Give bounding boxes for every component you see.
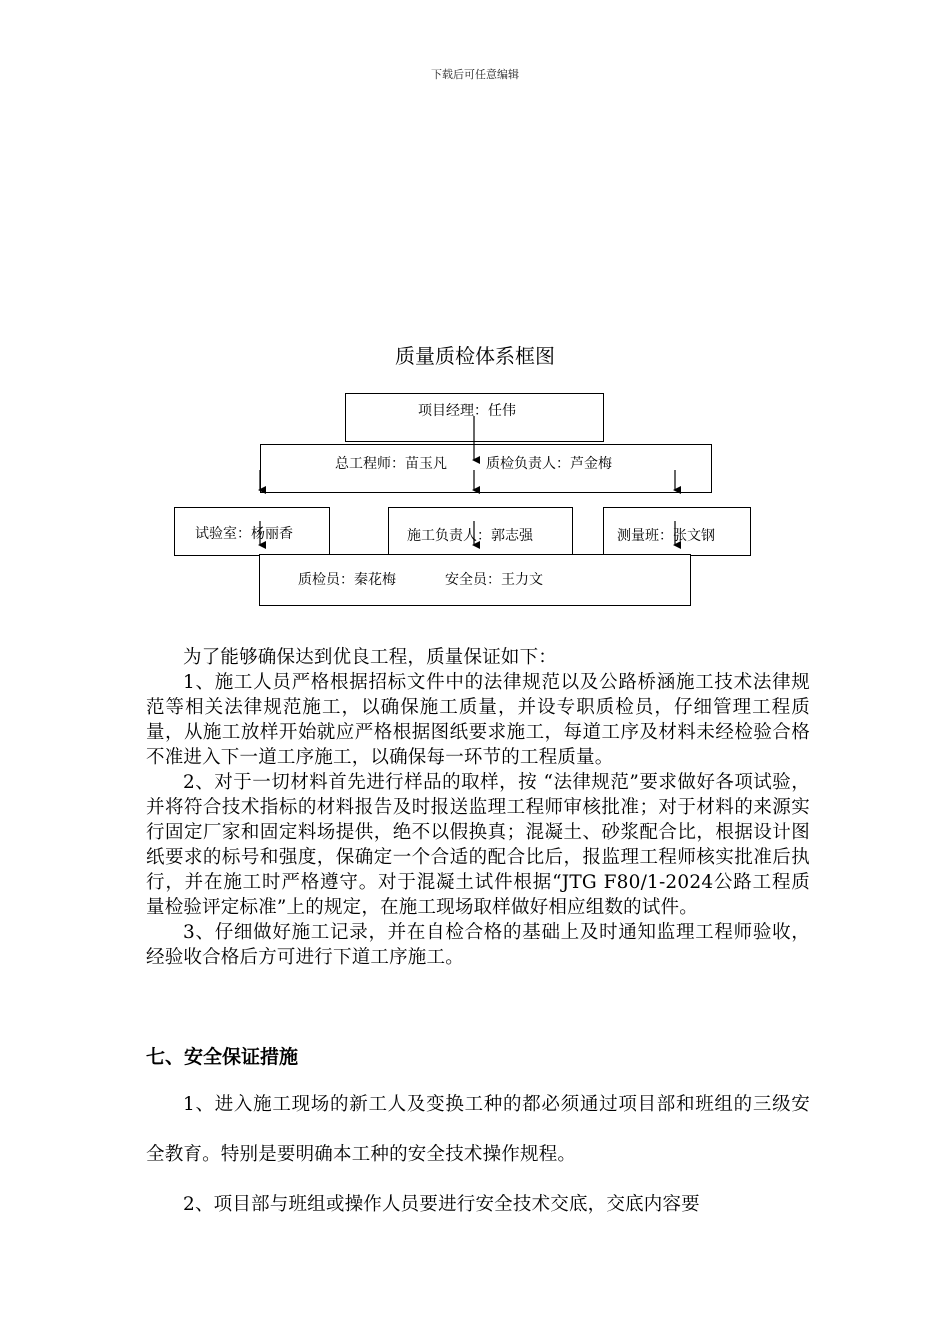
chief-engineer-label: 总工程师：苗玉凡 xyxy=(335,456,447,472)
quality-section xyxy=(146,645,810,970)
safety-item-1: 1、进入施工现场的新工人及变换工种的都必须通过项目部和班组的三级安全教育。特别是要明确本工种的安全技术操作规程。 xyxy=(146,1094,810,1165)
inspector-label: 质检员：秦花梅 xyxy=(298,572,396,588)
org-chart-title: 质量质检体系框图 xyxy=(395,344,555,368)
construction-head-label: 施工负责人：郭志强 xyxy=(407,528,533,544)
inspector-box xyxy=(259,554,691,606)
qc-head-label: 质检负责人：芦金梅 xyxy=(486,456,612,472)
lab-label: 试验室：杨丽香 xyxy=(195,526,293,542)
quality-item-3: 3、仔细做好施工记录，并在自检合格的基础上及时通知监理工程师验收，经验收合格后方可进行下道工序施工。 xyxy=(146,922,810,968)
manager-box xyxy=(345,393,604,442)
quality-intro: 为了能够确保达到优良工程，质量保证如下： xyxy=(183,647,558,668)
header-note: 下载后可任意编辑 xyxy=(431,68,519,81)
safety-officer-label: 安全员：王力文 xyxy=(445,572,543,588)
survey-label: 测量班：张文钢 xyxy=(617,528,715,544)
quality-item-2: 2、对于一切材料首先进行样品的取样，按 “法律规范”要求做好各项试验，并将符合技术指标的材料报告及时报送监理工程师审核批准；对于材料的来源实行固定厂家和固定料场提供，绝不以假换真；混凝土、砂浆配合比，根据设计图纸要求的标号和强度，保确定一个合适的配合比后，报监理工程师核实批准后执行，并在施工时严格遵守。对于混凝土试件根据“JTG F80/1-2024公路工程质量检验评定标准”上的规定，在施工现场取样做好相应组数的试件。 xyxy=(146,772,810,918)
quality-item-1: 1、施工人员严格根据招标文件中的法律规范以及公路桥涵施工技术法律规范等相关法律规范施工，以确保施工质量，并设专职质检员，仔细管理工程质量，从施工放样开始就应严格根据图纸要求施工，每道工序及材料未经检验合格不准进入下一道工序施工，以确保每一环节的工程质量。 xyxy=(146,672,810,768)
lab-box xyxy=(174,507,330,556)
safety-item-2: 2、项目部与班组或操作人员要进行安全技术交底，交底内容要 xyxy=(183,1194,700,1215)
safety-heading: 七、安全保证措施 xyxy=(146,1046,299,1068)
chief-box xyxy=(260,444,712,493)
safety-section xyxy=(146,1080,810,1230)
manager-label: 项目经理：任伟 xyxy=(418,403,516,419)
survey-box xyxy=(603,507,751,556)
construction-box xyxy=(388,507,573,556)
